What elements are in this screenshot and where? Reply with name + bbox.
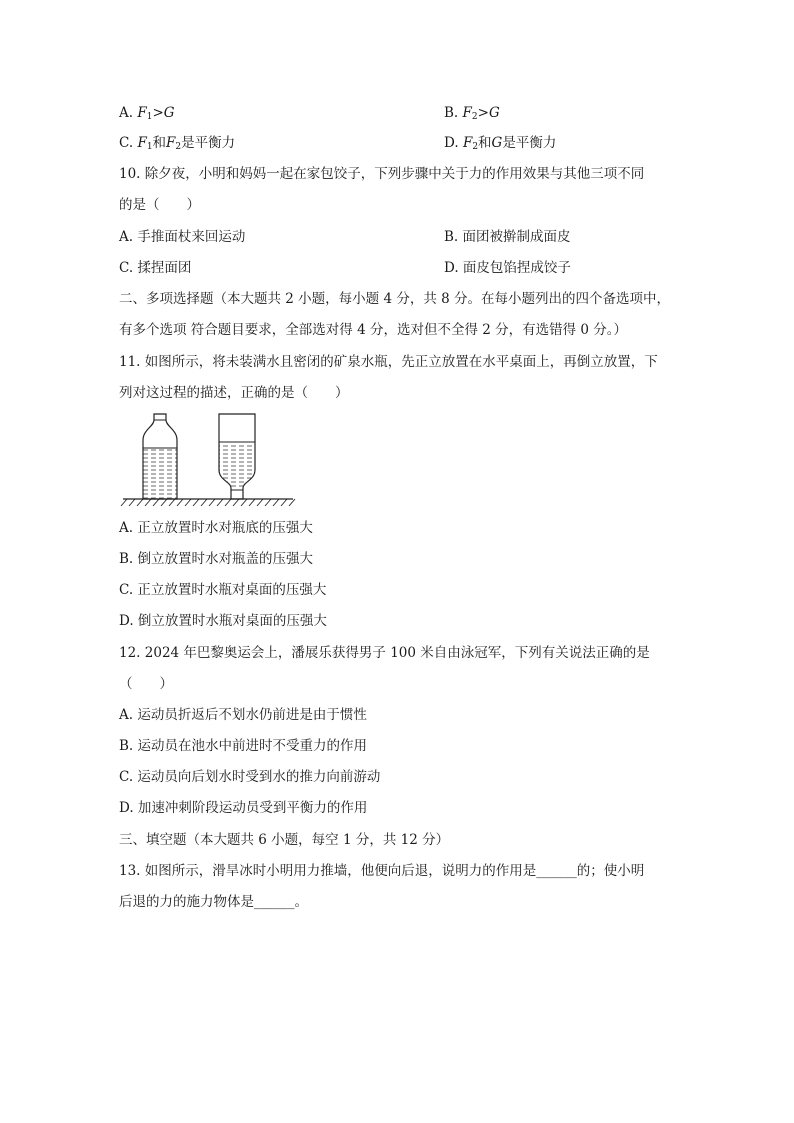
q9-option-c: C. $F_1$和$F_2$是平衡力	[119, 135, 236, 152]
q11-stem-line1: 11. 如图所示，将未装满水且密闭的矿泉水瓶，先正立放置在水平桌面上，再倒立放置，下	[119, 354, 658, 370]
section2-heading-line2: 有多个选项 符合题目要求，全部选对得 4 分，选对但不全得 2 分，有选错得 0 分。）	[119, 322, 628, 338]
q10-option-a: A. 手推面杖来回运动	[119, 229, 246, 245]
q11-option-b: B. 倒立放置时水对瓶盖的压强大	[119, 551, 314, 567]
q9-option-a: A. $F_1>G$	[119, 105, 175, 122]
q12-option-a: A. 运动员折返后不划水仍前进是由于惯性	[119, 707, 367, 723]
q11-stem-line2: 列对这过程的描述，正确的是（ ）	[119, 385, 349, 401]
q13-stem-line1: 13. 如图所示，滑旱冰时小明用力推墙，他便向后退，说明力的作用是______的；使小明	[119, 863, 645, 879]
q10-option-b: B. 面团被擀制成面皮	[444, 229, 571, 245]
q9-option-d: D. $F_2$和G是平衡力	[444, 135, 557, 152]
q10-option-c: C. 揉捏面团	[119, 260, 192, 276]
q11-option-d: D. 倒立放置时水瓶对桌面的压强大	[119, 613, 327, 629]
upright-bottle	[143, 414, 177, 499]
q13-stem-line2: 后退的力的施力物体是______。	[119, 894, 308, 910]
q11-option-a: A. 正立放置时水对瓶底的压强大	[119, 520, 313, 536]
q11-option-c: C. 正立放置时水瓶对桌面的压强大	[119, 582, 327, 598]
q9-option-b: B. $F_2>G$	[444, 105, 500, 122]
q10-option-d: D. 面皮包馅捏成饺子	[444, 260, 571, 276]
q12-stem-line1: 12. 2024 年巴黎奥运会上，潘展乐获得男子 100 米自由泳冠军，下列有关说法正确的是	[119, 645, 650, 661]
q10-stem-line1: 10. 除夕夜，小明和妈妈一起在家包饺子，下列步骤中关于力的作用效果与其他三项不同	[119, 166, 645, 182]
q12-stem-line2: （ ）	[119, 676, 173, 692]
q10-stem-line2: 的是（ ）	[119, 197, 200, 213]
table-surface	[121, 499, 295, 506]
bottles-diagram	[119, 412, 299, 512]
q12-option-c: C. 运动员向后划水时受到水的推力向前游动	[119, 769, 381, 785]
q12-option-d: D. 加速冲刺阶段运动员受到平衡力的作用	[119, 800, 368, 816]
bottles-figure	[119, 412, 299, 516]
section3-heading: 三、填空题（本大题共 6 小题，每空 1 分，共 12 分）	[119, 832, 450, 848]
section2-heading-line1: 二、多项选择题（本大题共 2 小题，每小题 4 分，共 8 分。在每小题列出的四个备选项中，	[119, 291, 671, 307]
inverted-bottle	[219, 414, 255, 499]
q12-option-b: B. 运动员在池水中前进时不受重力的作用	[119, 738, 368, 754]
